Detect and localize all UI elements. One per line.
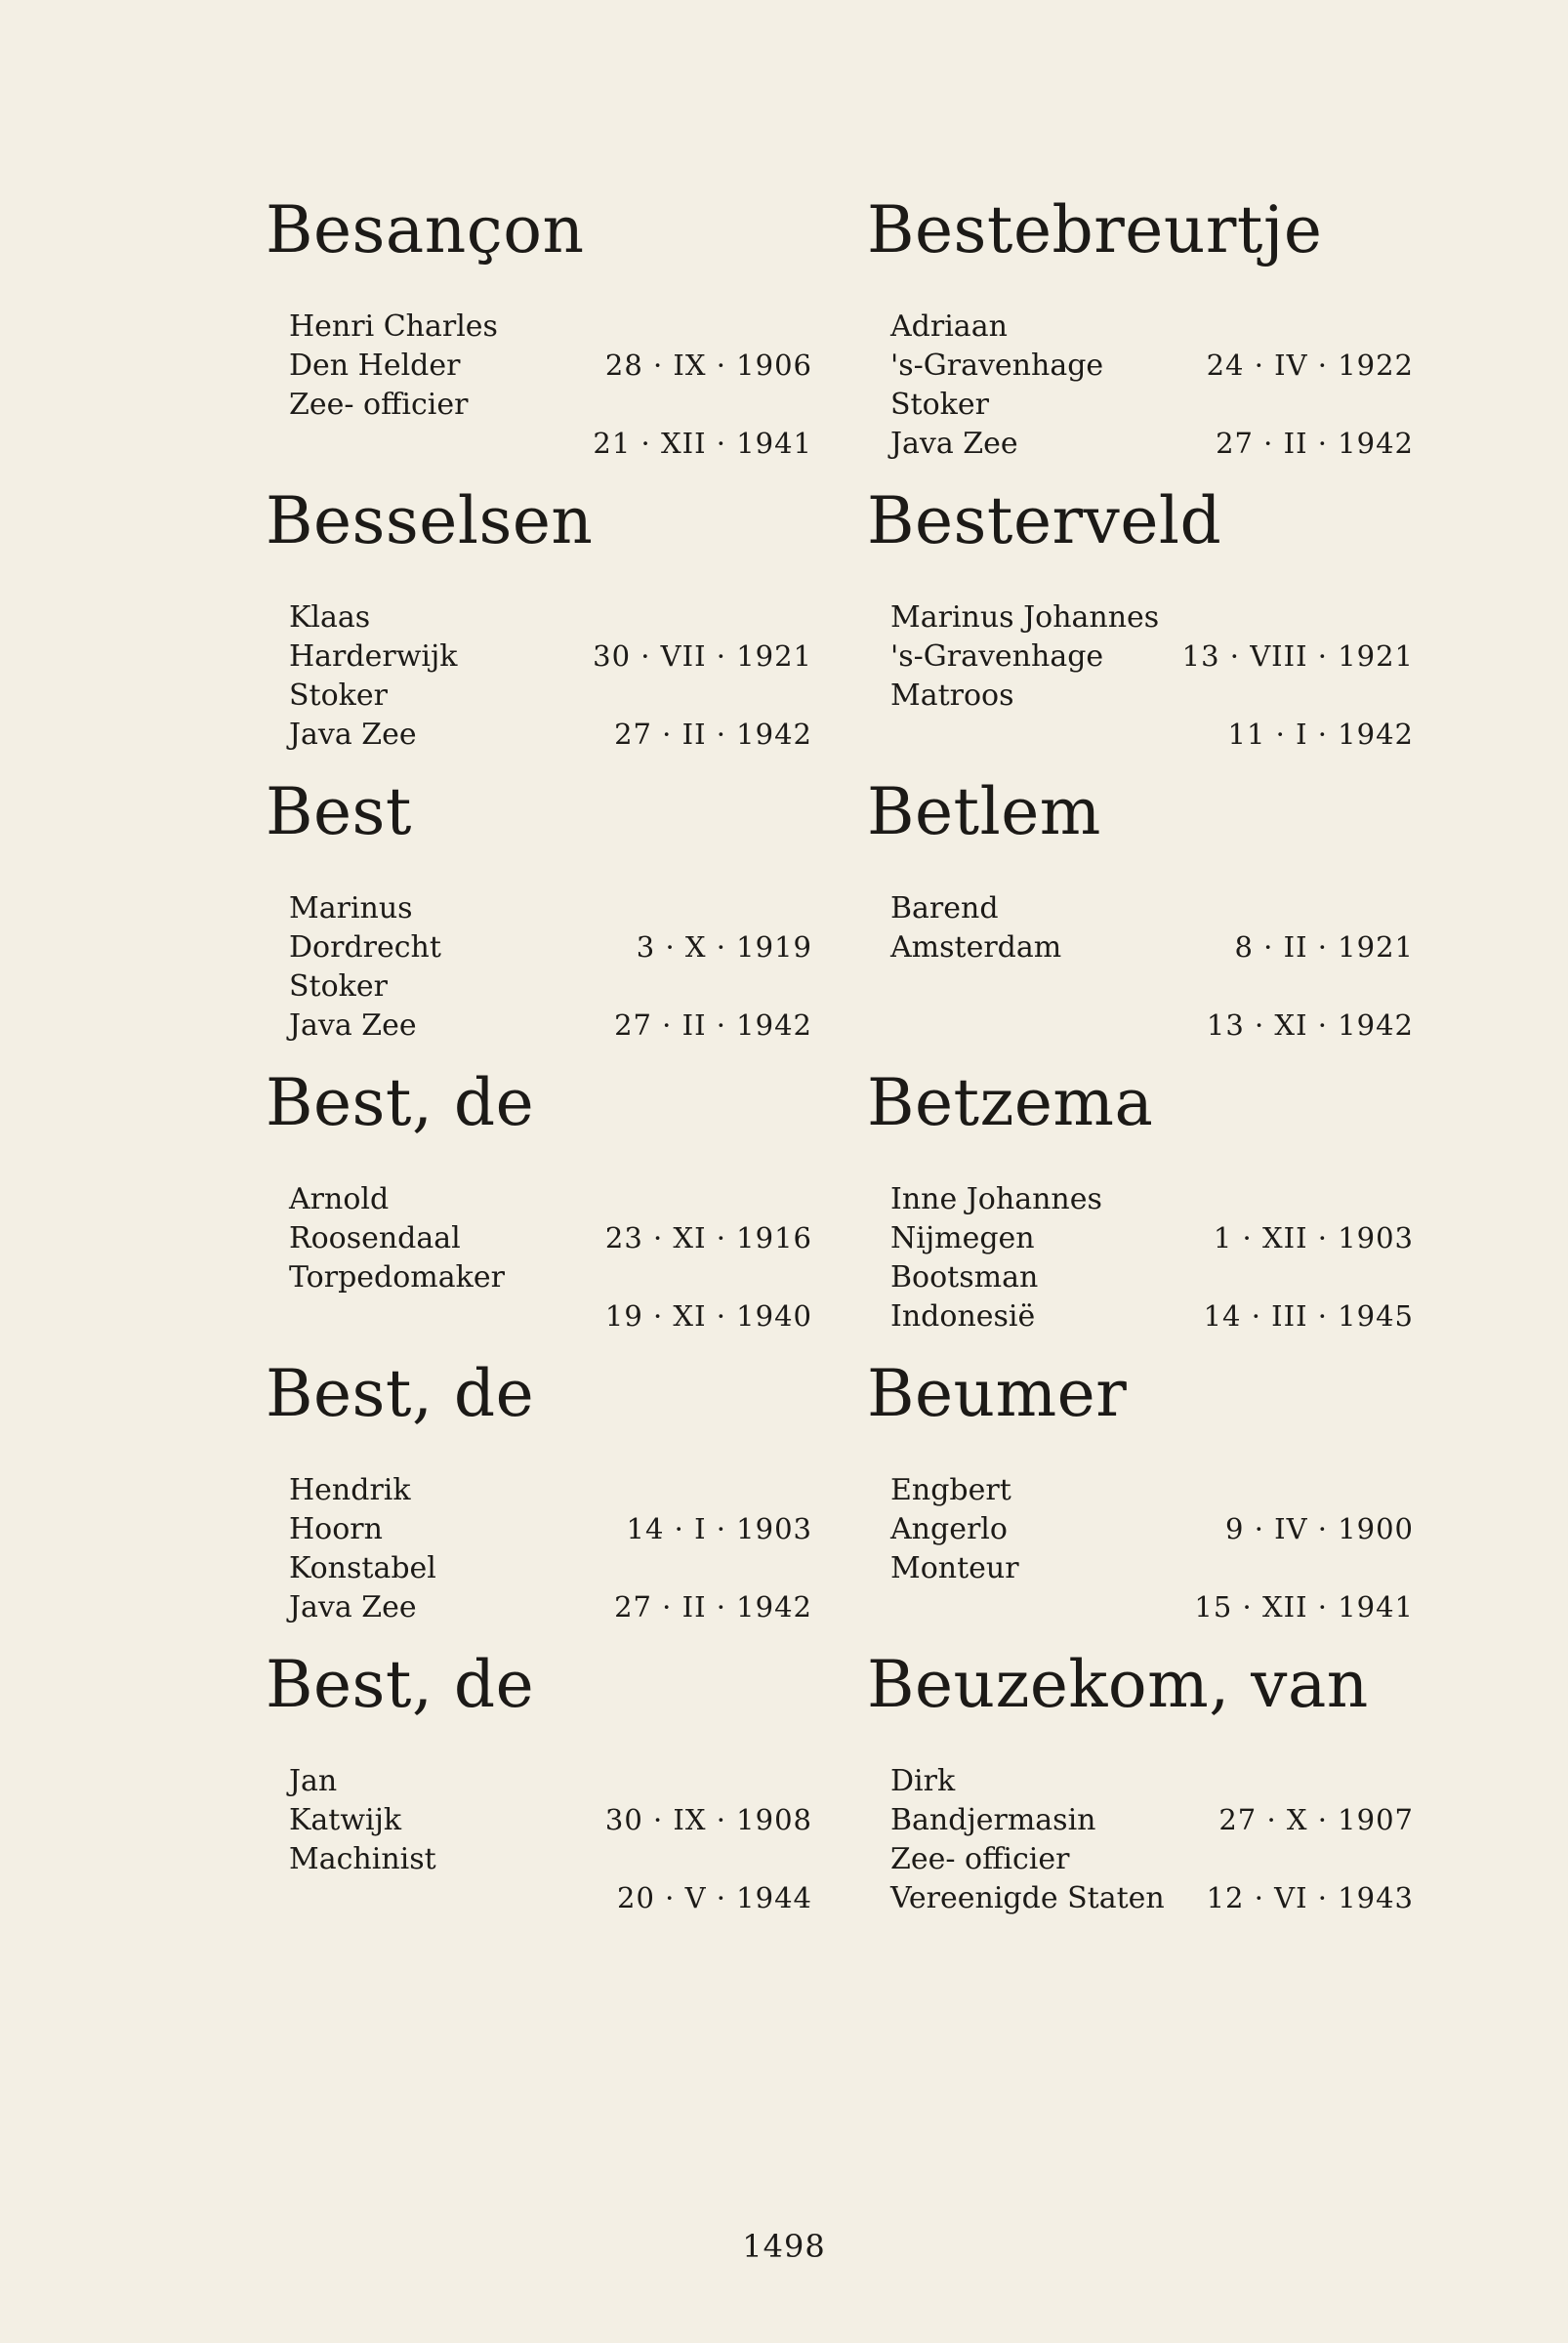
memorial-entry xyxy=(867,762,1414,1053)
death-date: 27 · II · 1942 xyxy=(1216,427,1414,460)
birthplace: Bandjermasin xyxy=(890,1803,1096,1837)
birth-date: 14 · I · 1903 xyxy=(626,1512,812,1545)
death-place: Java Zee xyxy=(289,1008,417,1043)
occupation: Machinist xyxy=(289,1842,436,1876)
birthplace: Hoorn xyxy=(289,1512,383,1546)
first-names: Arnold xyxy=(289,1182,390,1216)
occupation: Monteur xyxy=(890,1551,1019,1585)
left-column xyxy=(266,181,812,1926)
surname-heading: Besterveld xyxy=(867,483,1222,558)
birth-date: 3 · X · 1919 xyxy=(636,930,812,964)
death-date: 14 · III · 1945 xyxy=(1203,1299,1414,1333)
occupation: Stoker xyxy=(890,388,989,422)
birth-date: 30 · VII · 1921 xyxy=(593,639,812,673)
birthplace: Den Helder xyxy=(289,349,461,383)
first-names: Klaas xyxy=(289,600,371,635)
death-date: 20 · V · 1944 xyxy=(617,1881,812,1914)
occupation: Bootsman xyxy=(890,1260,1039,1295)
birthplace: Amsterdam xyxy=(890,930,1062,965)
first-names: Jan xyxy=(289,1764,338,1798)
first-names: Adriaan xyxy=(890,309,1008,344)
surname-heading: Best, de xyxy=(266,1356,535,1431)
birthplace: 's-Gravenhage xyxy=(890,639,1104,674)
surname-heading: Best, de xyxy=(266,1647,535,1722)
birthplace: Katwijk xyxy=(289,1803,402,1837)
surname-heading: Besselsen xyxy=(266,483,594,558)
birth-date: 24 · IV · 1922 xyxy=(1206,349,1414,382)
birth-date: 9 · IV · 1900 xyxy=(1225,1512,1414,1545)
death-date: 27 · II · 1942 xyxy=(614,718,812,751)
death-date: 27 · II · 1942 xyxy=(614,1008,812,1042)
birthplace: Harderwijk xyxy=(289,639,458,674)
death-date: 13 · XI · 1942 xyxy=(1206,1008,1414,1042)
memorial-entry xyxy=(266,1635,812,1926)
death-place: Java Zee xyxy=(890,427,1018,461)
page-number: 1498 xyxy=(742,2228,826,2265)
memorial-entry xyxy=(867,181,1414,472)
memorial-entry xyxy=(867,1344,1414,1635)
surname-heading: Beuzekom, van xyxy=(867,1647,1369,1722)
first-names: Dirk xyxy=(890,1764,956,1798)
memorial-entry xyxy=(266,1053,812,1344)
memorial-entry xyxy=(266,762,812,1053)
surname-heading: Bestebreurtje xyxy=(867,192,1323,267)
surname-heading: Betlem xyxy=(867,774,1101,849)
birthplace: 's-Gravenhage xyxy=(890,349,1104,383)
memorial-entry xyxy=(266,472,812,762)
birthplace: Dordrecht xyxy=(289,930,441,965)
memorial-entry xyxy=(867,1635,1414,1926)
birth-date: 8 · II · 1921 xyxy=(1234,930,1414,964)
birthplace: Roosendaal xyxy=(289,1221,461,1255)
first-names: Engbert xyxy=(890,1473,1011,1507)
first-names: Marinus Johannes xyxy=(890,600,1160,635)
right-column xyxy=(867,181,1414,1926)
occupation: Torpedomaker xyxy=(289,1260,505,1295)
birth-date: 1 · XII · 1903 xyxy=(1213,1221,1414,1254)
death-place: Java Zee xyxy=(289,1590,417,1624)
death-date: 27 · II · 1942 xyxy=(614,1590,812,1624)
birthplace: Angerlo xyxy=(890,1512,1008,1546)
surname-heading: Betzema xyxy=(867,1065,1154,1140)
occupation: Matroos xyxy=(890,678,1014,713)
birth-date: 13 · VIII · 1921 xyxy=(1181,639,1414,673)
memorial-entry xyxy=(266,1344,812,1635)
surname-heading: Beumer xyxy=(867,1356,1128,1431)
occupation: Stoker xyxy=(289,969,388,1004)
first-names: Hendrik xyxy=(289,1473,411,1507)
surname-heading: Best xyxy=(266,774,412,849)
death-place: Vereenigde Staten xyxy=(890,1881,1165,1915)
memorial-entry xyxy=(867,472,1414,762)
birthplace: Nijmegen xyxy=(890,1221,1035,1255)
first-names: Inne Johannes xyxy=(890,1182,1102,1216)
death-date: 11 · I · 1942 xyxy=(1227,718,1414,751)
death-date: 21 · XII · 1941 xyxy=(593,427,812,460)
first-names: Henri Charles xyxy=(289,309,498,344)
birth-date: 27 · X · 1907 xyxy=(1218,1803,1414,1836)
memorial-entry xyxy=(867,1053,1414,1344)
surname-heading: Best, de xyxy=(266,1065,535,1140)
first-names: Marinus xyxy=(289,891,413,925)
death-date: 19 · XI · 1940 xyxy=(604,1299,812,1333)
occupation: Zee- officier xyxy=(289,388,469,422)
occupation: Konstabel xyxy=(289,1551,436,1585)
birth-date: 23 · XI · 1916 xyxy=(604,1221,812,1254)
occupation: Stoker xyxy=(289,678,388,713)
occupation: Zee- officier xyxy=(890,1842,1070,1876)
death-place: Indonesië xyxy=(890,1299,1036,1334)
birth-date: 30 · IX · 1908 xyxy=(604,1803,812,1836)
death-place: Java Zee xyxy=(289,718,417,752)
memorial-entry xyxy=(266,181,812,472)
birth-date: 28 · IX · 1906 xyxy=(604,349,812,382)
first-names: Barend xyxy=(890,891,999,925)
surname-heading: Besançon xyxy=(266,192,585,267)
death-date: 12 · VI · 1943 xyxy=(1206,1881,1414,1914)
death-date: 15 · XII · 1941 xyxy=(1194,1590,1414,1624)
